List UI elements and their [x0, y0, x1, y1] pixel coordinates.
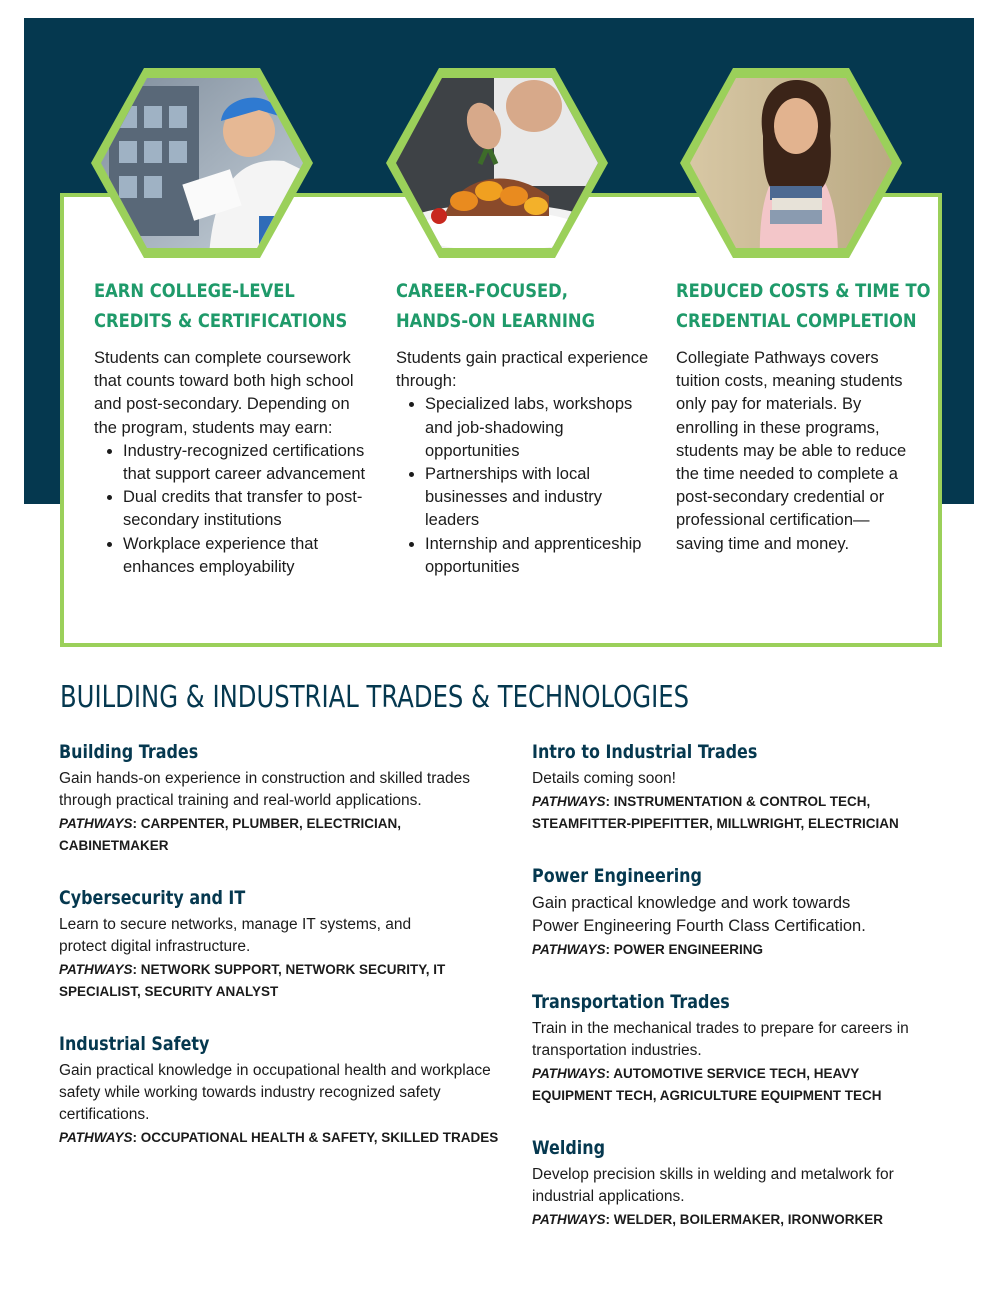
- bullet-item: • Workplace experience that enhances employability: [123, 533, 369, 579]
- feature-title-line: EARN COLLEGE-LEVEL: [94, 280, 295, 302]
- program-description: Gain practical knowledge in occupational health and workplace safety while working towards industry recognized safety certifications.: [59, 1062, 491, 1123]
- chef-plating-photo-icon: [384, 66, 610, 260]
- pathways-list: INSTRUMENTATION & CONTROL TECH, STEAMFITTER-PIPEFITTER, MILLWRIGHT, ELECTRICIAN: [532, 794, 899, 831]
- pathways-label: PATHWAYS: [59, 962, 133, 977]
- program-name: Building Trades: [59, 741, 199, 763]
- feature-intro: Students can complete coursework that counts toward both high school and post-secondary. Depending on the program, students may earn:: [94, 349, 354, 437]
- feature-hands-on: [396, 276, 654, 579]
- program-industrial-safety: [59, 1031, 499, 1149]
- feature-bullets: [94, 440, 369, 579]
- pathways-list: OCCUPATIONAL HEALTH & SAFETY, SKILLED TRADES: [140, 1130, 499, 1145]
- pathways-list: AUTOMOTIVE SERVICE TECH, HEAVY EQUIPMENT TECH, AGRICULTURE EQUIPMENT TECH: [532, 1066, 882, 1103]
- program-name: Welding: [532, 1137, 606, 1159]
- pathways-label: PATHWAYS: [532, 942, 606, 957]
- program-intro-industrial: [532, 739, 927, 835]
- bullet-item: • Internship and apprenticeship opportunities: [425, 533, 654, 579]
- program-name: Intro to Industrial Trades: [532, 741, 758, 763]
- pathways-list: WELDER, BOILERMAKER, IRONWORKER: [613, 1212, 883, 1227]
- program-transportation: [532, 989, 922, 1107]
- feature-title-line: CREDENTIAL COMPLETION: [676, 310, 917, 332]
- program-pathways: PATHWAYS: CARPENTER, PLUMBER, ELECTRICIAN, CABINETMAKER: [59, 816, 402, 853]
- program-pathways: PATHWAYS: POWER ENGINEERING: [532, 942, 764, 957]
- program-pathways: PATHWAYS: OCCUPATIONAL HEALTH & SAFETY, SKILLED TRADES: [59, 1130, 499, 1145]
- pathways-list: NETWORK SUPPORT, NETWORK SECURITY, IT SPECIALIST, SECURITY ANALYST: [59, 962, 446, 999]
- feature-bullets: [396, 393, 654, 579]
- feature-title-line: CREDITS & CERTIFICATIONS: [94, 310, 348, 332]
- pathways-label: PATHWAYS: [59, 816, 133, 831]
- feature-title: [396, 276, 618, 336]
- program-description: Train in the mechanical trades to prepare for careers in transportation industries.: [532, 1020, 909, 1059]
- program-description: Details coming soon!: [532, 770, 676, 787]
- feature-intro: Collegiate Pathways covers tuition costs, meaning students only pay for materials. By enrolling in these programs, students may be able to reduce the time needed to complete a post-secondary credential or professional certification—saving time and money.: [676, 349, 907, 553]
- pathways-label: PATHWAYS: [532, 1212, 606, 1227]
- pathways-list: CARPENTER, PLUMBER, ELECTRICIAN, CABINETMAKER: [59, 816, 402, 853]
- pathways-label: PATHWAYS: [532, 1066, 606, 1081]
- pathways-list: POWER ENGINEERING: [613, 942, 764, 957]
- electrician-photo-icon: [89, 66, 315, 260]
- bullet-item: • Industry-recognized certifications that support career advancement: [123, 440, 369, 486]
- feature-title: [94, 276, 348, 336]
- program-pathways: PATHWAYS: WELDER, BOILERMAKER, IRONWORKER: [532, 1212, 883, 1227]
- section-title: BUILDING & INDUSTRIAL TRADES & TECHNOLOGIES: [60, 680, 690, 715]
- pathways-label: PATHWAYS: [532, 794, 606, 809]
- student-photo-icon: [678, 66, 904, 260]
- program-description: Gain practical knowledge and work towards Power Engineering Fourth Class Certification.: [532, 894, 866, 935]
- bullet-item: • Dual credits that transfer to post-secondary institutions: [123, 486, 369, 532]
- program-name: Cybersecurity and IT: [59, 887, 246, 909]
- program-name: Power Engineering: [532, 865, 702, 887]
- feature-title-line: REDUCED COSTS & TIME TO: [676, 280, 931, 302]
- program-name: Transportation Trades: [532, 991, 730, 1013]
- feature-title-line: HANDS-ON LEARNING: [396, 310, 596, 332]
- program-power-engineering: [532, 863, 892, 961]
- feature-reduced-costs: [676, 276, 931, 556]
- feature-title: [676, 276, 931, 336]
- program-pathways: PATHWAYS: AUTOMOTIVE SERVICE TECH, HEAVY EQUIPMENT TECH, AGRICULTURE EQUIPMENT TECH: [532, 1066, 882, 1103]
- feature-intro: Students gain practical experience through:: [396, 349, 649, 391]
- pathways-label: PATHWAYS: [59, 1130, 133, 1145]
- program-description: Gain hands-on experience in construction and skilled trades through practical training and real-world applications.: [59, 770, 470, 809]
- program-name: Industrial Safety: [59, 1033, 210, 1055]
- bullet-item: • Specialized labs, workshops and job-shadowing opportunities: [425, 393, 654, 463]
- program-welding: [532, 1135, 927, 1231]
- program-pathways: PATHWAYS: INSTRUMENTATION & CONTROL TECH, STEAMFITTER-PIPEFITTER, MILLWRIGHT, ELECTRICIAN: [532, 794, 899, 831]
- bullet-item: • Partnerships with local businesses and industry leaders: [425, 463, 654, 533]
- program-cybersecurity: [59, 885, 459, 1003]
- feature-title-line: CAREER-FOCUSED,: [396, 280, 568, 302]
- program-description: Learn to secure networks, manage IT systems, and protect digital infrastructure.: [59, 916, 412, 955]
- program-building-trades: [59, 739, 499, 857]
- program-pathways: PATHWAYS: NETWORK SUPPORT, NETWORK SECURITY, IT SPECIALIST, SECURITY ANALYST: [59, 962, 446, 999]
- program-description: Develop precision skills in welding and metalwork for industrial applications.: [532, 1166, 894, 1205]
- feature-credits: [94, 276, 369, 579]
